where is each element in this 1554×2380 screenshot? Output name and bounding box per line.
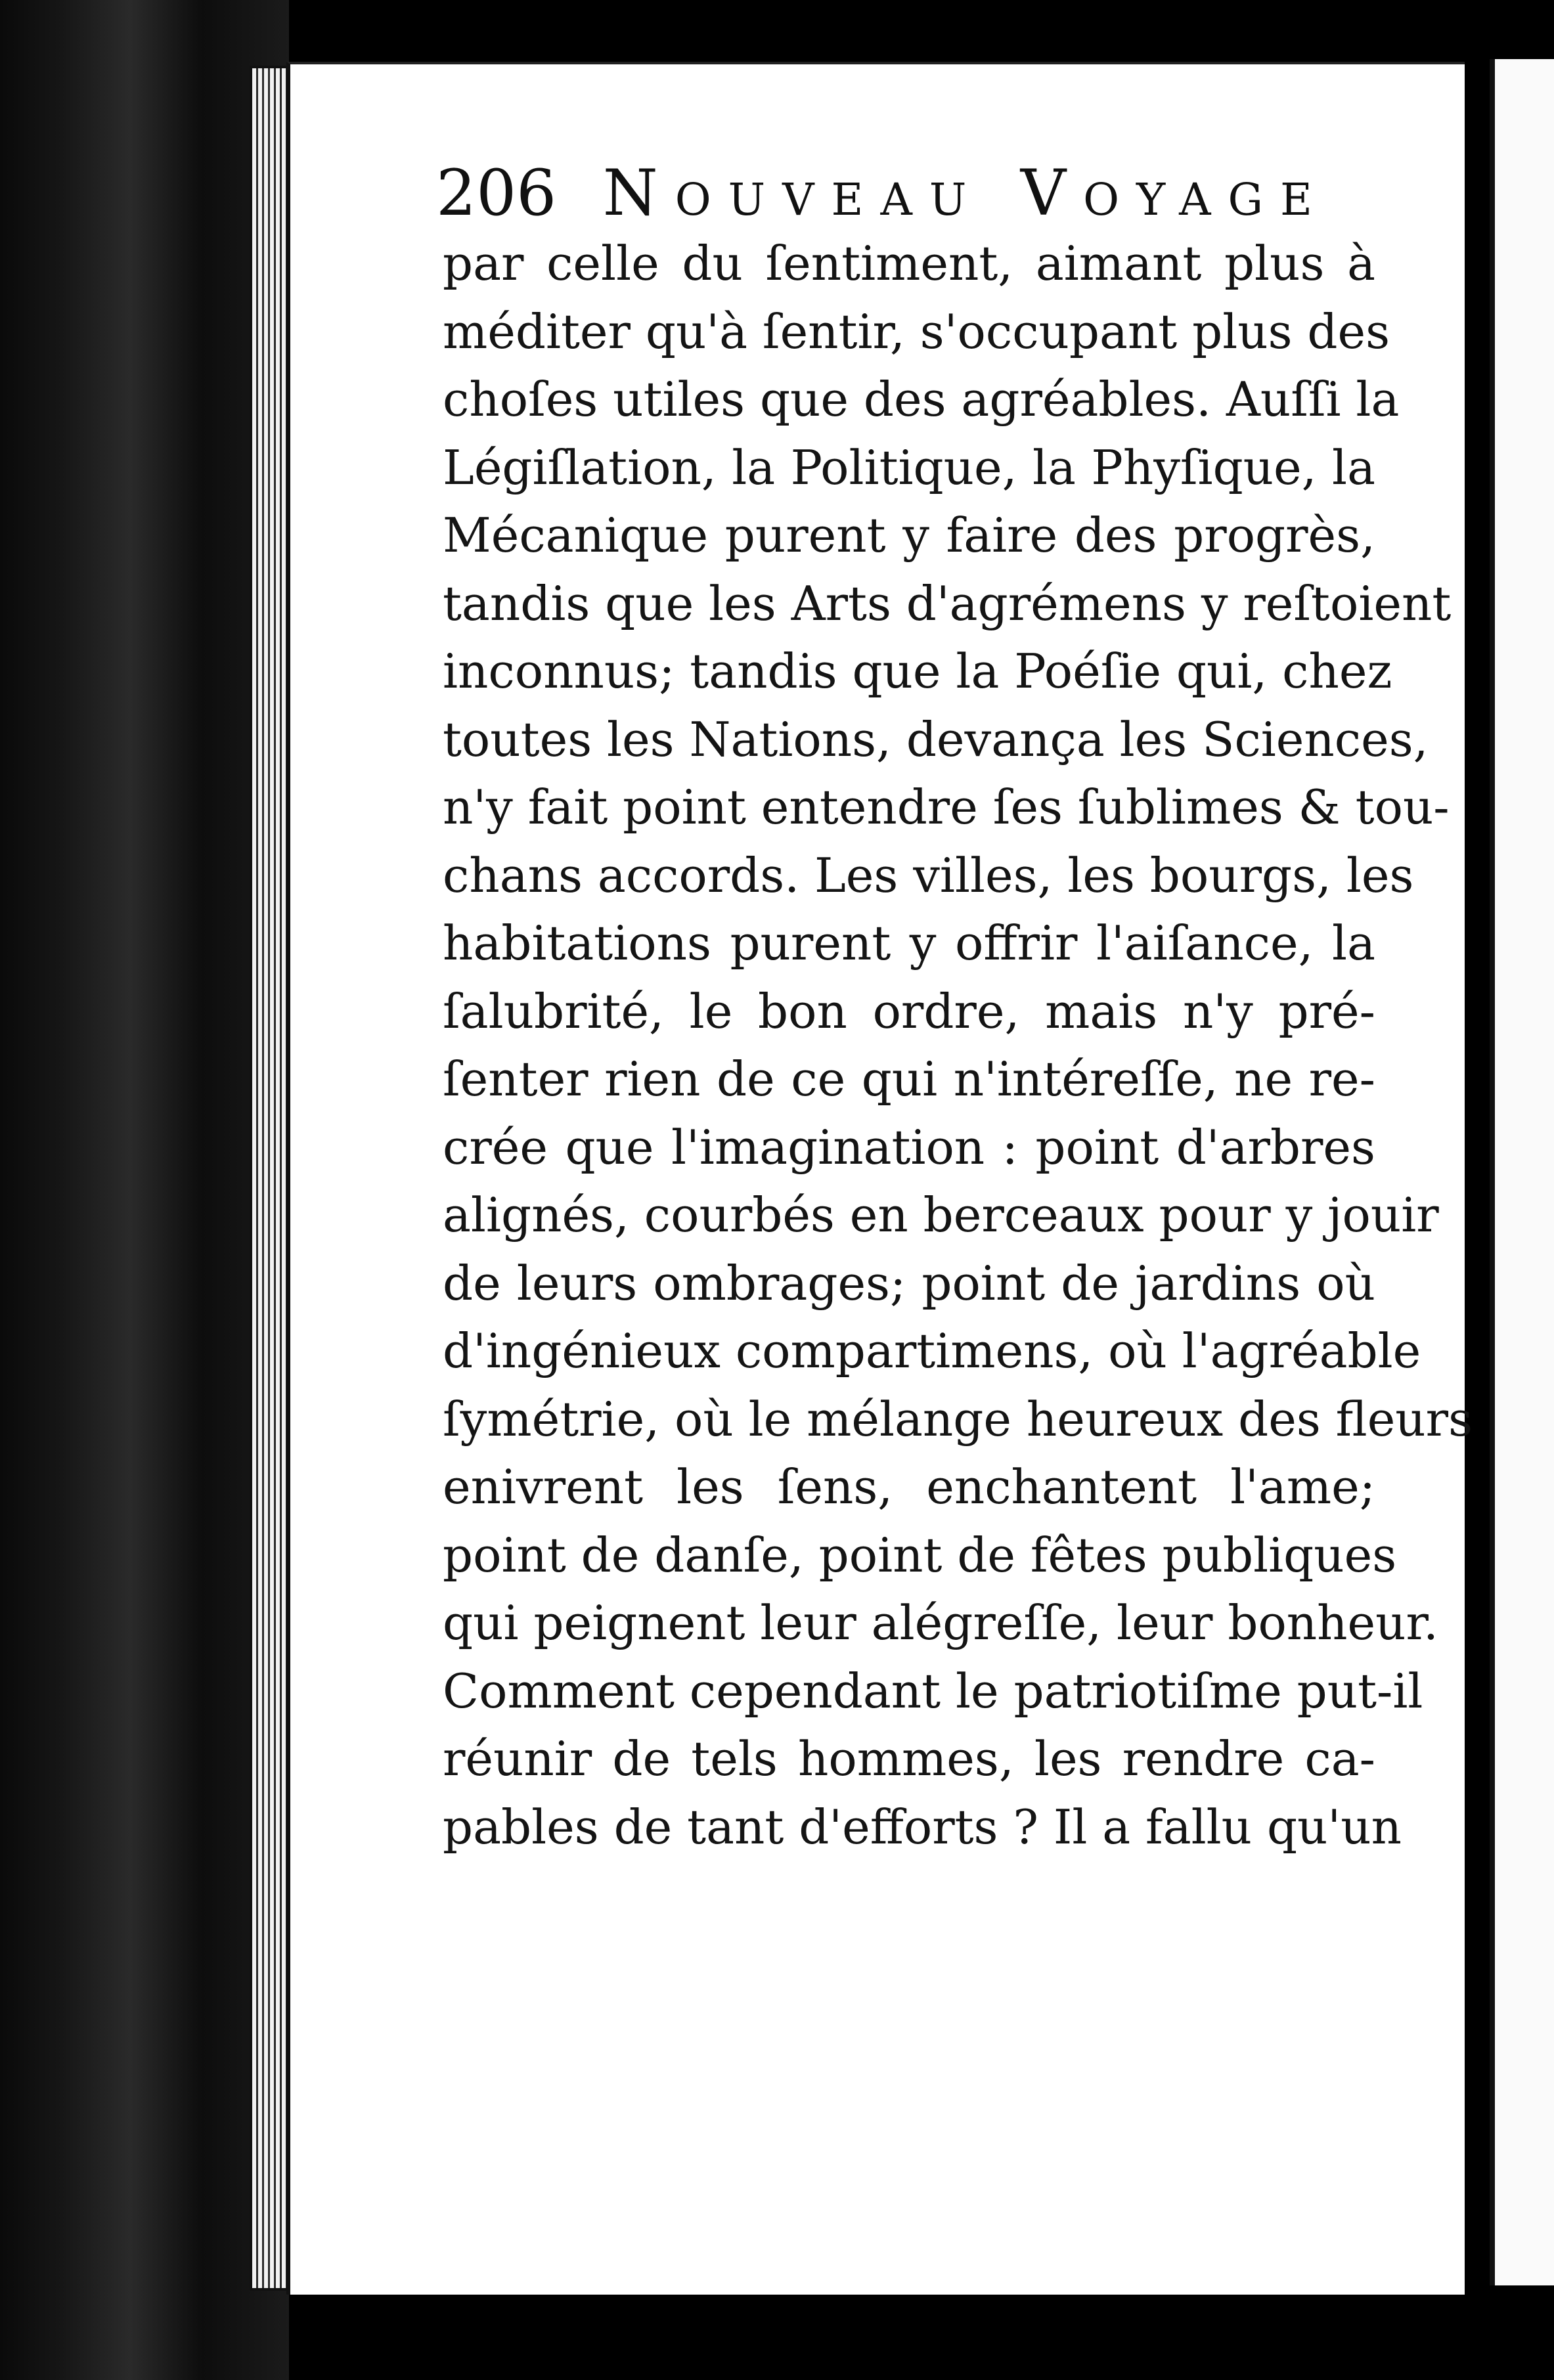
text-line: par celle du ſentiment, aimant plus à [443,236,1375,291]
text-line: pables de tant d'efforts ? Il a fallu qu'un [443,1799,1402,1855]
text-line: point de danſe, point de fêtes publiques [443,1527,1397,1583]
text-line: toutes les Nations, devança les Sciences, [443,711,1429,767]
text-line: enivrent les ſens, enchantent l'ame; [443,1459,1375,1514]
text-line: méditer qu'à ſentir, s'occupant plus des [443,303,1390,359]
text-line: qui peignent leur alégreſſe, leur bonheur. [443,1595,1438,1650]
text-line: tandis que les Arts d'agrémens y reſtoient [443,575,1452,631]
text-line: ſalubrité, le bon ordre, mais n'y pré- [443,983,1375,1039]
running-head-title: Nouveau Voyage [602,156,1329,230]
text-line: chans accords. Les villes, les bourgs, les [443,847,1414,903]
book-page [286,62,1473,2295]
body-text [443,230,1473,1861]
text-line: inconnus; tandis que la Poéſie qui, chez [443,644,1392,699]
text-line: ſenter rien de ce qui n'intéreſſe, ne re- [443,1051,1375,1107]
facing-page-edge [1490,59,1554,2285]
text-line: Légiſlation, la Politique, la Phyſique, la [443,439,1375,495]
text-line: réunir de tels hommes, les rendre ca- [443,1731,1375,1786]
text-line: n'y fait point entendre ſes ſublimes & tou- [443,780,1450,835]
text-line: de leurs ombrages; point de jardins où [443,1255,1375,1311]
running-head [436,156,1329,230]
page-number: 206 [436,156,557,230]
text-line: d'ingénieux compartimens, où l'agréable [443,1323,1421,1378]
text-line: crée que l'imagination : point d'arbres [443,1119,1375,1175]
text-line: Comment cependant le patriotiſme put-il [443,1663,1423,1719]
book-spine-edge [0,0,289,2380]
text-line: habitations purent y offrir l'aiſance, la [443,915,1375,971]
text-line: alignés, courbés en berceaux pour y jouir [443,1187,1439,1243]
text-line: Mécanique purent y faire des progrès, [443,508,1375,563]
text-line: ſymétrie, où le mélange heureux des fleurs [443,1391,1473,1447]
text-line: choſes utiles que des agréables. Auſſi la [443,372,1400,427]
